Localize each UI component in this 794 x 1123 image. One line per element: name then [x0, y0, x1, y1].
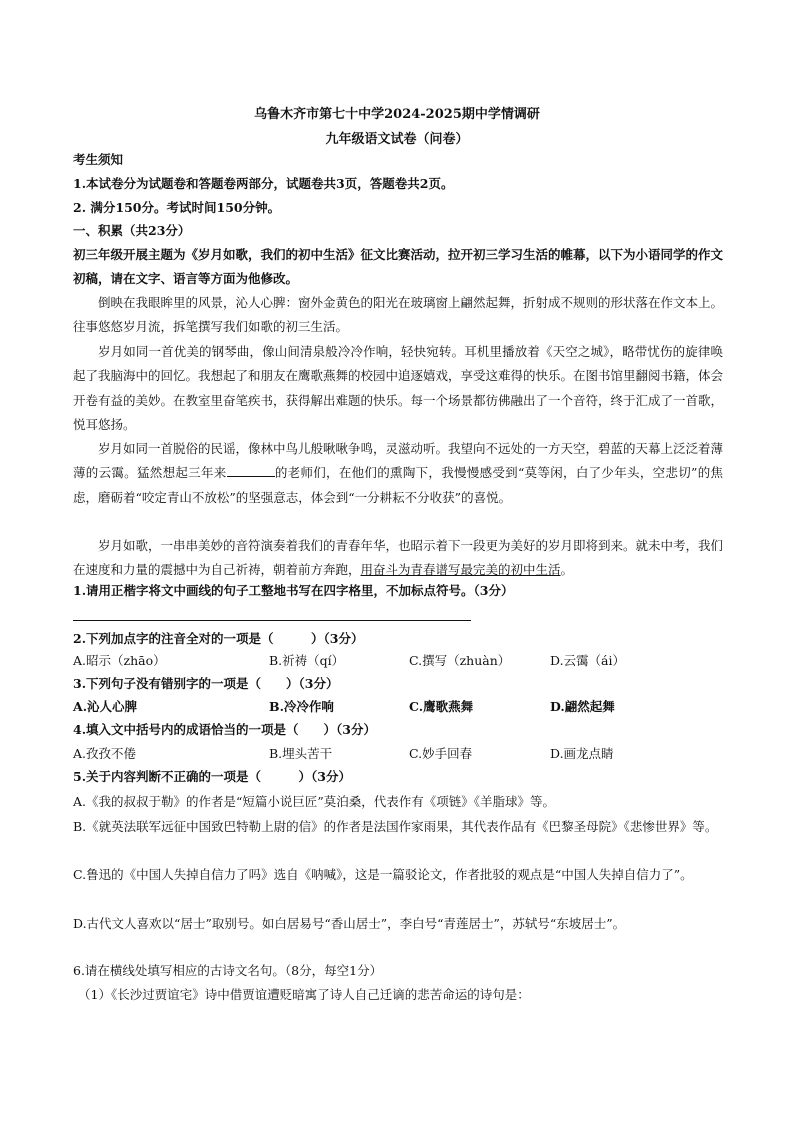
- question-3: 3.下列句子没有错别字的一项是（ ）（3分）: [73, 676, 339, 691]
- notice-item-2: 2. 满分150分。考试时间150分钟。: [73, 200, 281, 215]
- q3-option-d: D.翩然起舞: [550, 699, 615, 714]
- q4-option-b: B.埋头苦干: [269, 746, 333, 761]
- q3-option-a: A.沁人心脾: [73, 699, 138, 714]
- question-6-part-1: （1）《长沙过贾谊宅》诗中借贾谊遭贬暗寓了诗人自己迁谪的悲苦命运的诗句是：: [78, 987, 530, 1002]
- question-6: 6.请在横线处填写相应的古诗文名句。（8分，每空1分）: [73, 963, 383, 978]
- q5-option-a: A.《我的叔叔于勒》的作者是“短篇小说巨匠”莫泊桑，代表作有《项链》《羊脂球》等。: [73, 794, 556, 809]
- question-1: 1.请用正楷字将文中画线的句子工整地书写在四字格里，不加标点符号。（3分）: [73, 583, 514, 598]
- underlined-sentence: 用奋斗为青春谱写最完美的初中生活: [360, 562, 561, 578]
- q5-option-d: D.古代文人喜欢以“居士”取别号。如白居易号“香山居士”，李白号“青莲居士”，苏轼号“东坡居士”。: [73, 916, 626, 931]
- essay-paragraph-4: [73, 534, 723, 583]
- essay-paragraph-4-end: 。: [560, 562, 574, 578]
- q5-option-c: C.鲁迅的《中国人失掉自信力了吗》选自《呐喊》，这是一篇驳论文，作者批驳的观点是“中国人失掉自信力了”。: [73, 867, 693, 882]
- exam-title: 乌鲁木齐市第七十中学2024-2025期中学情调研: [254, 107, 540, 122]
- fill-blank[interactable]: [227, 464, 275, 477]
- section-heading: 一、积累（共23分）: [73, 223, 191, 238]
- q2-option-d: D.云霭（ái）: [550, 653, 626, 668]
- essay-paragraph-2: 岁月如同一首优美的钢琴曲，像山间清泉般冷冷作响，轻快宛转。耳机里播放着《天空之城》，略带忧伤的旋律唤起了我脑海中的回忆。我想起了和朋友在鹰歌燕舞的校园中追逐嬉戏，享受这难得的快乐。在图书馆里翻阅书籍，体会开卷有益的美妙。在教室里奋笔疾书，获得解出难题的快乐。每一个场景都彷佛融出了一个音符，终于汇成了一首歌，悦耳悠扬。: [73, 344, 724, 432]
- essay-paragraph-3-part-1: 岁月如同一首脱俗的民谣，像林中鸟儿般啾啾争鸣，灵滋动听。我望向不远处的一方天空，碧蓝的天幕上泛泛着薄薄的云霭。猛然想起三年来: [73, 441, 724, 481]
- q4-option-a: A.孜孜不倦: [73, 746, 137, 761]
- q3-option-b: B.冷冷作响: [269, 699, 334, 714]
- question-4: 4.填入文中括号内的成语恰当的一项是（ ）（3分）: [73, 722, 376, 737]
- q2-option-b: B.祈祷（qí）: [269, 653, 345, 668]
- q2-option-c: C.撰写（zhuàn）: [409, 653, 511, 668]
- section-intro: 初三年级开展主题为《岁月如歌，我们的初中生活》征文比赛活动，拉开初三学习生活的帷幕，以下为小语同学的作文初稿，请在文字、语言等方面为他修改。: [73, 247, 724, 287]
- q4-option-d: D.画龙点睛: [550, 746, 614, 761]
- essay-paragraph-1: 倒映在我眼眸里的风景，沁人心脾：窗外金黄色的阳光在玻璃窗上翩然起舞，折射成不规则的形状落在作文本上。往事悠悠岁月流，拆笔撰写我们如歌的初三生活。: [73, 295, 724, 335]
- q2-option-a: A.昭示（zhāo）: [73, 653, 166, 668]
- exam-subtitle: 九年级语文试卷（问卷）: [325, 132, 469, 147]
- q4-option-c: C.妙手回春: [409, 746, 473, 761]
- essay-paragraph-4-part-1: 岁月如歌，一串串美妙的音符演奏着我们的青春年华，也昭示着下一段更为美好的岁月即将到来。就未中考，我们在速度和力量的震撼中为自己祈祷，朝着前方奔跑，: [73, 538, 724, 578]
- question-5: 5.关于内容判断不正确的一项是（ ）（3分）: [73, 769, 351, 784]
- notice-item-1: 1.本试卷分为试题卷和答题卷两部分，试题卷共3页，答题卷共2页。: [73, 176, 454, 191]
- question-2: 2.下列加点字的注音全对的一项是（ ）（3分）: [73, 631, 364, 646]
- q3-option-c: C.鹰歌燕舞: [409, 699, 474, 714]
- q5-option-b: B.《就英法联军远征中国致巴特勒上尉的信》的作者是法国作家雨果，其代表作品有《巴黎圣母院》《悲惨世界》等。: [73, 819, 718, 834]
- essay-paragraph-3: [73, 437, 723, 510]
- answer-line[interactable]: [73, 620, 471, 621]
- essay-paragraph-3-part-2: 的老师们，在他们的熏陶下，我慢慢感受到“莫等闲，白了少年头，空悲切”的焦虑，磨砺着“咬定青山不放松”的坚强意志，体会到“一分耕耘不分收获”的喜悦。: [73, 465, 723, 505]
- notice-heading: 考生须知: [73, 152, 124, 167]
